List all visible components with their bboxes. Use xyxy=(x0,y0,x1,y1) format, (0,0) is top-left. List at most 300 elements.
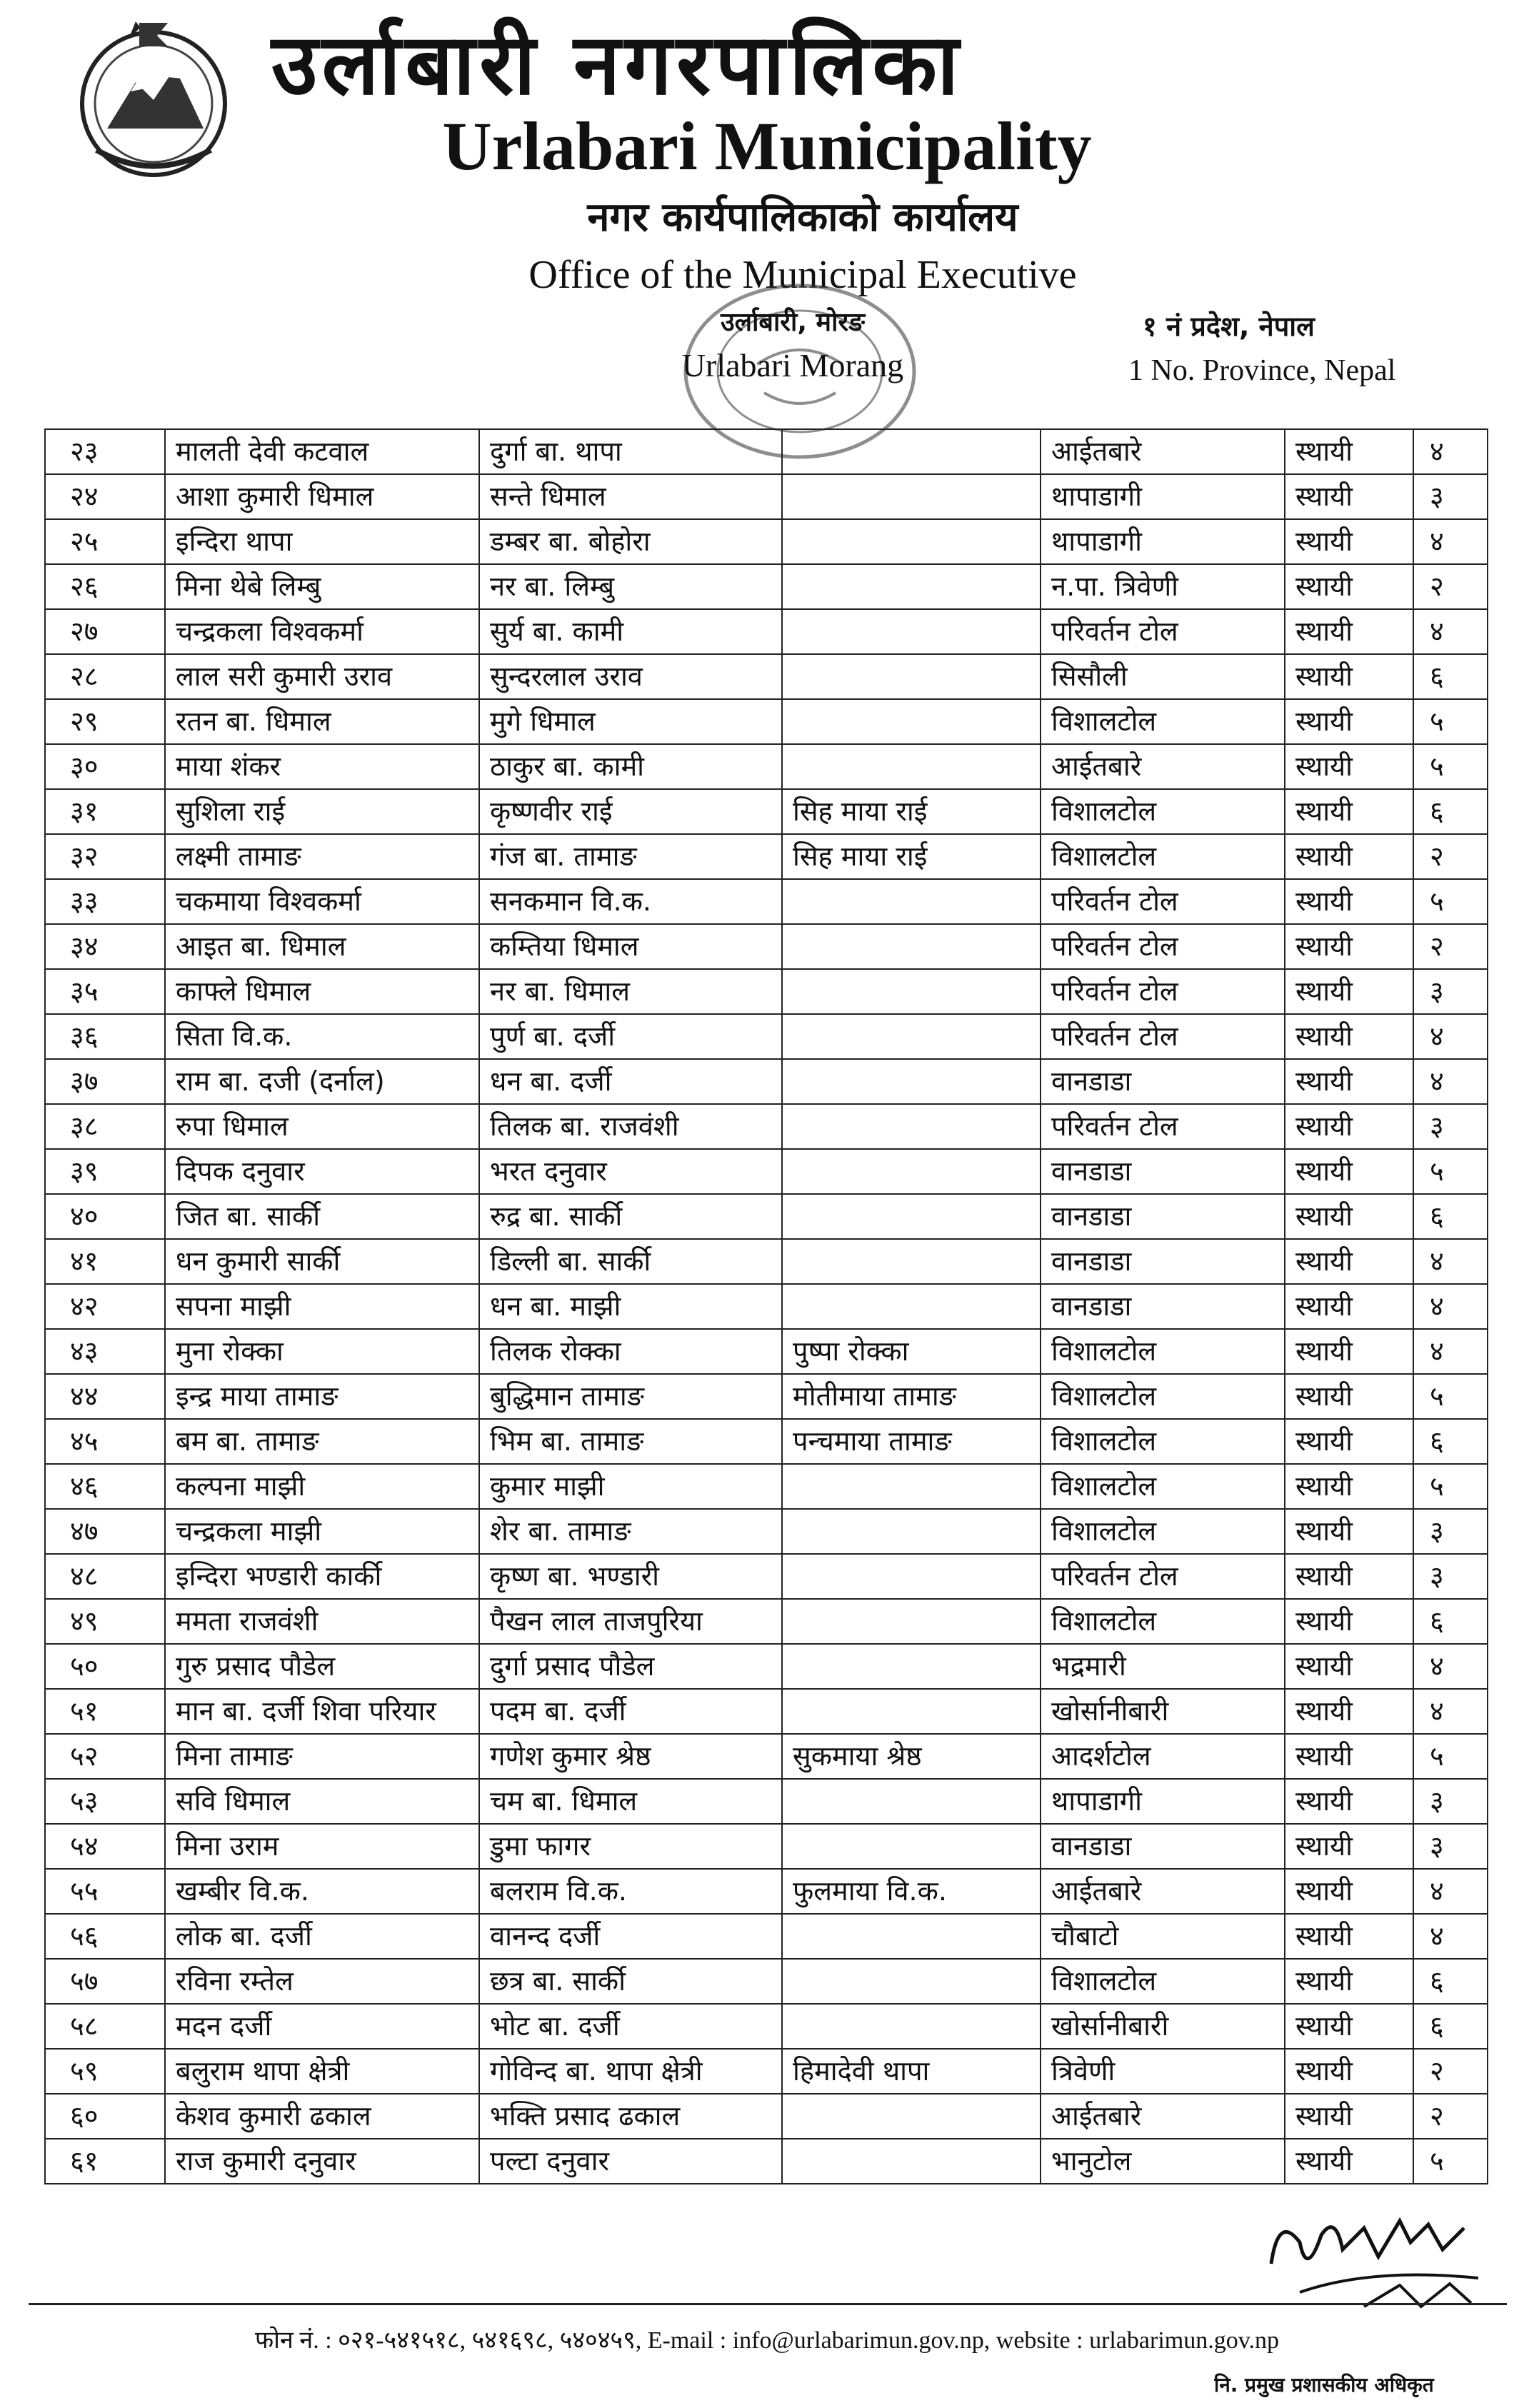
signature-title: नि. प्रमुख प्रशासकीय अधिकृत xyxy=(1214,2373,1434,2397)
name-cell: इन्द्र माया तामाङ xyxy=(165,1374,479,1419)
serial-cell: २३ xyxy=(45,429,165,474)
count-cell: ५ xyxy=(1413,2139,1488,2184)
status-cell: स्थायी xyxy=(1285,1734,1413,1779)
name-cell: सवि धिमाल xyxy=(165,1779,479,1824)
status-cell: स्थायी xyxy=(1285,744,1413,789)
serial-cell: ३६ xyxy=(45,1014,165,1059)
place-cell: परिवर्तन टोल xyxy=(1041,609,1285,654)
guardian-cell: सिह माया राई xyxy=(782,834,1041,879)
name-cell: गुरु प्रसाद पौडेल xyxy=(165,1644,479,1689)
name-cell: सपना माझी xyxy=(165,1284,479,1329)
table-row xyxy=(45,474,1488,519)
status-cell: स्थायी xyxy=(1285,924,1413,969)
serial-cell: २४ xyxy=(45,474,165,519)
serial-cell: ३४ xyxy=(45,924,165,969)
place-cell: विशालटोल xyxy=(1041,1374,1285,1419)
table-row xyxy=(45,654,1488,699)
place-cell: थापाडागी xyxy=(1041,474,1285,519)
guardian-cell xyxy=(782,654,1041,699)
count-cell: ५ xyxy=(1413,1734,1488,1779)
guardian-cell xyxy=(782,699,1041,744)
guardian-cell xyxy=(782,519,1041,564)
place-cell: विशालटोल xyxy=(1041,1329,1285,1374)
status-cell: स्थायी xyxy=(1285,2094,1413,2139)
parent-cell: नर बा. धिमाल xyxy=(479,969,782,1014)
guardian-cell xyxy=(782,924,1041,969)
count-cell: ५ xyxy=(1413,1374,1488,1419)
status-cell: स्थायी xyxy=(1285,2139,1413,2184)
status-cell: स्थायी xyxy=(1285,1869,1413,1914)
serial-cell: ४७ xyxy=(45,1509,165,1554)
status-cell: स्थायी xyxy=(1285,1239,1413,1284)
parent-cell: सन्ते धिमाल xyxy=(479,474,782,519)
province-np: १ नं प्रदेश, नेपाल xyxy=(1143,311,1315,342)
table-row xyxy=(45,1599,1488,1644)
status-cell: स्थायी xyxy=(1285,1059,1413,1104)
parent-cell: सुर्य बा. कामी xyxy=(479,609,782,654)
guardian-cell xyxy=(782,609,1041,654)
table-row xyxy=(45,789,1488,834)
table-row xyxy=(45,1239,1488,1284)
serial-cell: ६१ xyxy=(45,2139,165,2184)
count-cell: ४ xyxy=(1413,1284,1488,1329)
serial-cell: ४० xyxy=(45,1194,165,1239)
count-cell: ४ xyxy=(1413,1689,1488,1734)
status-cell: स्थायी xyxy=(1285,1914,1413,1959)
guardian-cell xyxy=(782,1554,1041,1599)
parent-cell: पुर्ण बा. दर्जी xyxy=(479,1014,782,1059)
table-row xyxy=(45,1689,1488,1734)
serial-cell: २५ xyxy=(45,519,165,564)
parent-cell: पदम बा. दर्जी xyxy=(479,1689,782,1734)
table-row xyxy=(45,699,1488,744)
parent-cell: गणेश कुमार श्रेष्ठ xyxy=(479,1734,782,1779)
table-row xyxy=(45,1149,1488,1194)
place-cell: परिवर्तन टोल xyxy=(1041,969,1285,1014)
name-cell: माया शंकर xyxy=(165,744,479,789)
count-cell: ६ xyxy=(1413,1599,1488,1644)
parent-cell: पैखन लाल ताजपुरिया xyxy=(479,1599,782,1644)
table-row xyxy=(45,924,1488,969)
table-row xyxy=(45,1959,1488,2004)
count-cell: ३ xyxy=(1413,1554,1488,1599)
status-cell: स्थायी xyxy=(1285,429,1413,474)
status-cell: स्थायी xyxy=(1285,699,1413,744)
name-cell: केशव कुमारी ढकाल xyxy=(165,2094,479,2139)
parent-cell: भक्ति प्रसाद ढकाल xyxy=(479,2094,782,2139)
name-cell: राम बा. दजी (दर्नाल) xyxy=(165,1059,479,1104)
place-cell: खोर्सानीबारी xyxy=(1041,2004,1285,2049)
status-cell: स्थायी xyxy=(1285,1689,1413,1734)
parent-cell: वानन्द दर्जी xyxy=(479,1914,782,1959)
count-cell: ६ xyxy=(1413,789,1488,834)
serial-cell: ५० xyxy=(45,1644,165,1689)
place-cell: आईतबारे xyxy=(1041,744,1285,789)
serial-cell: ४५ xyxy=(45,1419,165,1464)
parent-cell: छत्र बा. सार्की xyxy=(479,1959,782,2004)
status-cell: स्थायी xyxy=(1285,1644,1413,1689)
serial-cell: २८ xyxy=(45,654,165,699)
name-cell: लक्ष्मी तामाङ xyxy=(165,834,479,879)
serial-cell: ३३ xyxy=(45,879,165,924)
parent-cell: दुर्गा प्रसाद पौडेल xyxy=(479,1644,782,1689)
parent-cell: भोट बा. दर्जी xyxy=(479,2004,782,2049)
guardian-cell: सिह माया राई xyxy=(782,789,1041,834)
count-cell: ३ xyxy=(1413,1104,1488,1149)
serial-cell: ३१ xyxy=(45,789,165,834)
count-cell: ५ xyxy=(1413,1464,1488,1509)
table-row xyxy=(45,1554,1488,1599)
place-cell: विशालटोल xyxy=(1041,1464,1285,1509)
table-row xyxy=(45,2049,1488,2094)
place-cell: थापाडागी xyxy=(1041,519,1285,564)
place-cell: विशालटोल xyxy=(1041,834,1285,879)
status-cell: स्थायी xyxy=(1285,1014,1413,1059)
parent-cell: तिलक बा. राजवंशी xyxy=(479,1104,782,1149)
name-cell: खम्बीर वि.क. xyxy=(165,1869,479,1914)
parent-cell: पल्टा दनुवार xyxy=(479,2139,782,2184)
signature-icon xyxy=(1257,2199,1493,2314)
parent-cell: सनकमान वि.क. xyxy=(479,879,782,924)
parent-cell: डुमा फागर xyxy=(479,1824,782,1869)
table-row xyxy=(45,2004,1488,2049)
parent-cell: बुद्धिमान तामाङ xyxy=(479,1374,782,1419)
name-cell: रविना रम्तेल xyxy=(165,1959,479,2004)
count-cell: ३ xyxy=(1413,474,1488,519)
count-cell: ४ xyxy=(1413,1014,1488,1059)
serial-cell: ४१ xyxy=(45,1239,165,1284)
place-cell: भद्रमारी xyxy=(1041,1644,1285,1689)
status-cell: स्थायी xyxy=(1285,564,1413,609)
parent-cell: ठाकुर बा. कामी xyxy=(479,744,782,789)
place-cell: आईतबारे xyxy=(1041,429,1285,474)
count-cell: २ xyxy=(1413,834,1488,879)
parent-cell: बलराम वि.क. xyxy=(479,1869,782,1914)
guardian-cell xyxy=(782,1824,1041,1869)
serial-cell: ३८ xyxy=(45,1104,165,1149)
parent-cell: सुन्दरलाल उराव xyxy=(479,654,782,699)
status-cell: स्थायी xyxy=(1285,1104,1413,1149)
count-cell: २ xyxy=(1413,564,1488,609)
table-row xyxy=(45,1419,1488,1464)
count-cell: ३ xyxy=(1413,1824,1488,1869)
name-cell: चन्द्रकला माझी xyxy=(165,1509,479,1554)
status-cell: स्थायी xyxy=(1285,1464,1413,1509)
status-cell: स्थायी xyxy=(1285,1599,1413,1644)
name-cell: इन्दिरा थापा xyxy=(165,519,479,564)
table-row xyxy=(45,1869,1488,1914)
name-cell: मिना उराम xyxy=(165,1824,479,1869)
name-cell: लोक बा. दर्जी xyxy=(165,1914,479,1959)
status-cell: स्थायी xyxy=(1285,1374,1413,1419)
serial-cell: २९ xyxy=(45,699,165,744)
parent-cell: कम्तिया धिमाल xyxy=(479,924,782,969)
guardian-cell: पन्चमाया तामाङ xyxy=(782,1419,1041,1464)
parent-cell: गंज बा. तामाङ xyxy=(479,834,782,879)
parent-cell: कृष्णवीर राई xyxy=(479,789,782,834)
place-cell: आईतबारे xyxy=(1041,1869,1285,1914)
status-cell: स्थायी xyxy=(1285,654,1413,699)
count-cell: ६ xyxy=(1413,1194,1488,1239)
parent-cell: दुर्गा बा. थापा xyxy=(479,429,782,474)
serial-cell: २७ xyxy=(45,609,165,654)
status-cell: स्थायी xyxy=(1285,1824,1413,1869)
place-cell: परिवर्तन टोल xyxy=(1041,1104,1285,1149)
guardian-cell xyxy=(782,1149,1041,1194)
status-cell: स्थायी xyxy=(1285,1419,1413,1464)
count-cell: ४ xyxy=(1413,609,1488,654)
place-cell: आईतबारे xyxy=(1041,2094,1285,2139)
table-row xyxy=(45,2094,1488,2139)
count-cell: ३ xyxy=(1413,969,1488,1014)
office-title-en: Office of the Municipal Executive xyxy=(528,253,1077,297)
name-cell: बलुराम थापा क्षेत्री xyxy=(165,2049,479,2094)
count-cell: ४ xyxy=(1413,429,1488,474)
guardian-cell xyxy=(782,2004,1041,2049)
parent-cell: धन बा. माझी xyxy=(479,1284,782,1329)
serial-cell: ५८ xyxy=(45,2004,165,2049)
table-row xyxy=(45,1194,1488,1239)
count-cell: ५ xyxy=(1413,879,1488,924)
count-cell: ४ xyxy=(1413,1329,1488,1374)
guardian-cell xyxy=(782,744,1041,789)
place-cell: आदर्शटोल xyxy=(1041,1734,1285,1779)
name-cell: आइत बा. धिमाल xyxy=(165,924,479,969)
serial-cell: ५१ xyxy=(45,1689,165,1734)
name-cell: धन कुमारी सार्की xyxy=(165,1239,479,1284)
place-cell: विशालटोल xyxy=(1041,699,1285,744)
count-cell: ६ xyxy=(1413,2004,1488,2049)
status-cell: स्थायी xyxy=(1285,879,1413,924)
guardian-cell xyxy=(782,1914,1041,1959)
table-row xyxy=(45,1014,1488,1059)
guardian-cell xyxy=(782,1779,1041,1824)
parent-cell: रुद्र बा. सार्की xyxy=(479,1194,782,1239)
name-cell: राज कुमारी दनुवार xyxy=(165,2139,479,2184)
serial-cell: ५३ xyxy=(45,1779,165,1824)
name-cell: रतन बा. धिमाल xyxy=(165,699,479,744)
status-cell: स्थायी xyxy=(1285,1779,1413,1824)
name-cell: रुपा धिमाल xyxy=(165,1104,479,1149)
municipality-title-np: उर्लाबारी नगरपालिका xyxy=(271,15,963,114)
place-cell: परिवर्तन टोल xyxy=(1041,924,1285,969)
table-row xyxy=(45,879,1488,924)
footer-divider xyxy=(29,2303,1507,2305)
guardian-cell xyxy=(782,1689,1041,1734)
table-row xyxy=(45,1329,1488,1374)
guardian-cell xyxy=(782,1104,1041,1149)
guardian-cell: पुष्पा रोक्का xyxy=(782,1329,1041,1374)
guardian-cell: फुलमाया वि.क. xyxy=(782,1869,1041,1914)
name-cell: चकमाया विश्वकर्मा xyxy=(165,879,479,924)
guardian-cell xyxy=(782,1509,1041,1554)
name-cell: ममता राजवंशी xyxy=(165,1599,479,1644)
table-row xyxy=(45,969,1488,1014)
name-cell: मिना तामाङ xyxy=(165,1734,479,1779)
count-cell: ५ xyxy=(1413,1149,1488,1194)
guardian-cell xyxy=(782,1239,1041,1284)
name-cell: मालती देवी कटवाल xyxy=(165,429,479,474)
name-cell: मिना थेबे लिम्बु xyxy=(165,564,479,609)
status-cell: स्थायी xyxy=(1285,789,1413,834)
beneficiary-table-container xyxy=(44,428,1488,2184)
name-cell: आशा कुमारी धिमाल xyxy=(165,474,479,519)
table-row xyxy=(45,1779,1488,1824)
count-cell: ४ xyxy=(1413,1869,1488,1914)
parent-cell: कुमार माझी xyxy=(479,1464,782,1509)
serial-cell: ३९ xyxy=(45,1149,165,1194)
count-cell: २ xyxy=(1413,924,1488,969)
count-cell: ३ xyxy=(1413,1779,1488,1824)
count-cell: ६ xyxy=(1413,654,1488,699)
serial-cell: ५२ xyxy=(45,1734,165,1779)
status-cell: स्थायी xyxy=(1285,1959,1413,2004)
place-cell: विशालटोल xyxy=(1041,1419,1285,1464)
guardian-cell xyxy=(782,1599,1041,1644)
table-row xyxy=(45,1464,1488,1509)
count-cell: ६ xyxy=(1413,1419,1488,1464)
place-cell: सिसौली xyxy=(1041,654,1285,699)
name-cell: लाल सरी कुमारी उराव xyxy=(165,654,479,699)
parent-cell: भिम बा. तामाङ xyxy=(479,1419,782,1464)
name-cell: सिता वि.क. xyxy=(165,1014,479,1059)
table-row xyxy=(45,2139,1488,2184)
place-cell: वानडाडा xyxy=(1041,1059,1285,1104)
parent-cell: मुगे धिमाल xyxy=(479,699,782,744)
guardian-cell: सुकमाया श्रेष्ठ xyxy=(782,1734,1041,1779)
serial-cell: ४४ xyxy=(45,1374,165,1419)
parent-cell: डिल्ली बा. सार्की xyxy=(479,1239,782,1284)
guardian-cell xyxy=(782,474,1041,519)
guardian-cell xyxy=(782,2094,1041,2139)
serial-cell: ५६ xyxy=(45,1914,165,1959)
serial-cell: ५७ xyxy=(45,1959,165,2004)
guardian-cell xyxy=(782,969,1041,1014)
table-row xyxy=(45,429,1488,474)
serial-cell: ५५ xyxy=(45,1869,165,1914)
place-cell: खोर्सानीबारी xyxy=(1041,1689,1285,1734)
parent-cell: कृष्ण बा. भण्डारी xyxy=(479,1554,782,1599)
guardian-cell xyxy=(782,1959,1041,2004)
serial-cell: ३५ xyxy=(45,969,165,1014)
count-cell: ५ xyxy=(1413,699,1488,744)
serial-cell: ३२ xyxy=(45,834,165,879)
place-cell: परिवर्तन टोल xyxy=(1041,1014,1285,1059)
count-cell: २ xyxy=(1413,2094,1488,2139)
table-row xyxy=(45,1914,1488,1959)
count-cell: ४ xyxy=(1413,1239,1488,1284)
name-cell: जित बा. सार्की xyxy=(165,1194,479,1239)
guardian-cell xyxy=(782,879,1041,924)
parent-cell: गोविन्द बा. थापा क्षेत्री xyxy=(479,2049,782,2094)
status-cell: स्थायी xyxy=(1285,1149,1413,1194)
table-row xyxy=(45,1824,1488,1869)
table-row xyxy=(45,1644,1488,1689)
table-row xyxy=(45,609,1488,654)
province-en: 1 No. Province, Nepal xyxy=(1128,354,1396,387)
location-np: उर्लाबारी, मोरङ xyxy=(720,308,866,337)
table-row xyxy=(45,1104,1488,1149)
status-cell: स्थायी xyxy=(1285,1554,1413,1599)
status-cell: स्थायी xyxy=(1285,834,1413,879)
name-cell: कल्पना माझी xyxy=(165,1464,479,1509)
table-row xyxy=(45,744,1488,789)
table-row xyxy=(45,1059,1488,1104)
place-cell: भानुटोल xyxy=(1041,2139,1285,2184)
parent-cell: चम बा. धिमाल xyxy=(479,1779,782,1824)
name-cell: बम बा. तामाङ xyxy=(165,1419,479,1464)
count-cell: ६ xyxy=(1413,1959,1488,2004)
table-row xyxy=(45,1284,1488,1329)
guardian-cell xyxy=(782,1059,1041,1104)
count-cell: ४ xyxy=(1413,1644,1488,1689)
place-cell: परिवर्तन टोल xyxy=(1041,1554,1285,1599)
guardian-cell xyxy=(782,1284,1041,1329)
place-cell: विशालटोल xyxy=(1041,1599,1285,1644)
place-cell: थापाडागी xyxy=(1041,1779,1285,1824)
serial-cell: ५४ xyxy=(45,1824,165,1869)
parent-cell: धन बा. दर्जी xyxy=(479,1059,782,1104)
table-row xyxy=(45,564,1488,609)
serial-cell: २६ xyxy=(45,564,165,609)
count-cell: ४ xyxy=(1413,1914,1488,1959)
place-cell: विशालटोल xyxy=(1041,789,1285,834)
place-cell: वानडाडा xyxy=(1041,1284,1285,1329)
status-cell: स्थायी xyxy=(1285,474,1413,519)
location-en: Urlabari Morang xyxy=(681,347,904,383)
guardian-cell xyxy=(782,564,1041,609)
guardian-cell: हिमादेवी थापा xyxy=(782,2049,1041,2094)
serial-cell: ४९ xyxy=(45,1599,165,1644)
guardian-cell xyxy=(782,1644,1041,1689)
name-cell: दिपक दनुवार xyxy=(165,1149,479,1194)
table-body xyxy=(45,429,1488,2184)
status-cell: स्थायी xyxy=(1285,1509,1413,1554)
place-cell: वानडाडा xyxy=(1041,1239,1285,1284)
status-cell: स्थायी xyxy=(1285,1194,1413,1239)
serial-cell: ४३ xyxy=(45,1329,165,1374)
place-cell: वानडाडा xyxy=(1041,1149,1285,1194)
name-cell: काफ्ले धिमाल xyxy=(165,969,479,1014)
status-cell: स्थायी xyxy=(1285,609,1413,654)
status-cell: स्थायी xyxy=(1285,2004,1413,2049)
count-cell: २ xyxy=(1413,2049,1488,2094)
place-cell: परिवर्तन टोल xyxy=(1041,879,1285,924)
place-cell: त्रिवेणी xyxy=(1041,2049,1285,2094)
name-cell: मदन दर्जी xyxy=(165,2004,479,2049)
serial-cell: ३७ xyxy=(45,1059,165,1104)
guardian-cell xyxy=(782,429,1041,474)
table-row xyxy=(45,1734,1488,1779)
table-row xyxy=(45,519,1488,564)
status-cell: स्थायी xyxy=(1285,519,1413,564)
place-cell: न.पा. त्रिवेणी xyxy=(1041,564,1285,609)
place-cell: विशालटोल xyxy=(1041,1959,1285,2004)
serial-cell: ५९ xyxy=(45,2049,165,2094)
count-cell: ४ xyxy=(1413,519,1488,564)
serial-cell: ४६ xyxy=(45,1464,165,1509)
guardian-cell xyxy=(782,1464,1041,1509)
parent-cell: शेर बा. तामाङ xyxy=(479,1509,782,1554)
place-cell: चौबाटो xyxy=(1041,1914,1285,1959)
table-row xyxy=(45,834,1488,879)
beneficiary-table xyxy=(44,428,1488,2184)
guardian-cell: मोतीमाया तामाङ xyxy=(782,1374,1041,1419)
name-cell: इन्दिरा भण्डारी कार्की xyxy=(165,1554,479,1599)
table-row xyxy=(45,1509,1488,1554)
guardian-cell xyxy=(782,1194,1041,1239)
name-cell: मुना रोक्का xyxy=(165,1329,479,1374)
